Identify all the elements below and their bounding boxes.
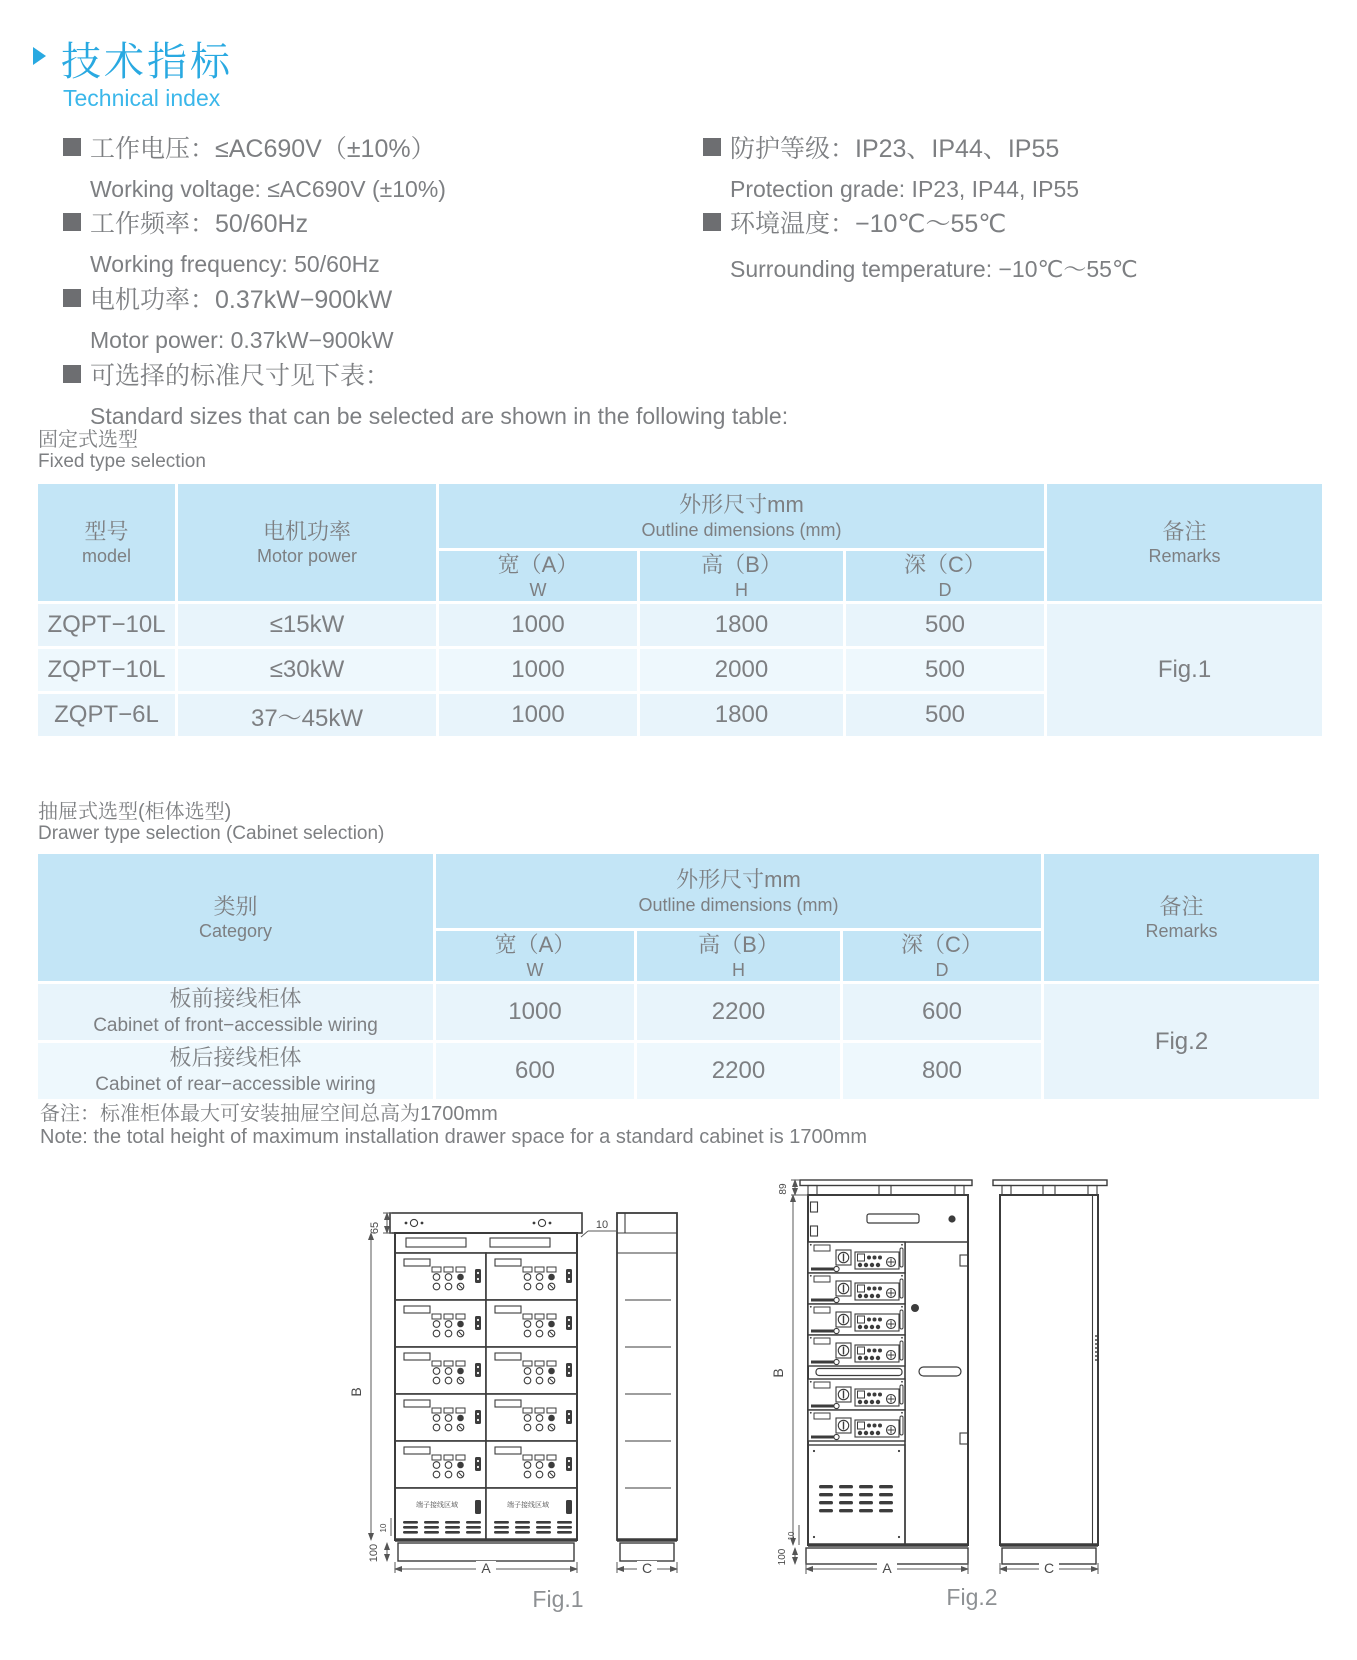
spec-working-voltage: [63, 129, 446, 203]
spec-zh: 工作频率：50/60Hz: [90, 210, 309, 238]
table-row: 板前接线柜体 Cabinet of front−accessible wiring 1000 2200 600 Fig.2: [38, 984, 1319, 1040]
fig1-top-cap: [390, 1213, 582, 1233]
col-header-outline-dimensions: 外形尺寸mm Outline dimensions (mm): [436, 854, 1041, 928]
table1-caption-zh: 固定式选型: [38, 429, 138, 451]
fixed-type-table: [35, 481, 1325, 739]
svg-text:10: 10: [595, 1219, 609, 1231]
col-header-depth: 深（C） D: [846, 551, 1044, 601]
bullet-square-icon: [63, 138, 81, 156]
svg-text:C: C: [1043, 1560, 1055, 1576]
note-zh: 备注：标准柜体最大可安装抽屉空间总高为1700mm: [40, 1103, 498, 1125]
spec-standard-sizes: [63, 356, 788, 430]
fig2-side-view: [993, 1180, 1107, 1564]
svg-text:65: 65: [369, 1221, 381, 1235]
fig2-canopy: [800, 1180, 972, 1195]
section-arrow-icon: [33, 47, 46, 65]
category-cell: 板后接线柜体 Cabinet of rear−accessible wiring: [38, 1043, 433, 1099]
spec-zh: 电机功率：0.37kW−900kW: [90, 286, 393, 314]
page-title: 技术指标: [61, 40, 233, 84]
table-row: ZQPT−6L 37～45kW 1000 1800 500: [38, 694, 1322, 736]
fig1-terminal-label: 端子接线区域: [507, 1502, 549, 1509]
table2-caption-en: Drawer type selection (Cabinet selection): [38, 823, 385, 844]
col-header-depth: 深（C） D: [843, 931, 1041, 981]
svg-text:10: 10: [787, 1531, 796, 1541]
bullet-square-icon: [63, 213, 81, 231]
spec-motor-power: [63, 280, 394, 354]
note-en: Note: the total height of maximum installation drawer space for a standard cabinet is 1700mm: [40, 1126, 868, 1148]
fig1-drawing: [340, 1140, 685, 1615]
fig1-caption: Fig.1: [532, 1586, 584, 1612]
svg-text:100: 100: [777, 1548, 788, 1566]
spec-en: Surrounding temperature: −10℃～55℃: [730, 256, 1138, 282]
drawer-type-table: [35, 851, 1322, 1102]
col-header-remarks: 备注 Remarks: [1044, 854, 1319, 981]
spec-zh: 防护等级：IP23、IP44、IP55: [730, 135, 1060, 163]
bullet-square-icon: [703, 138, 721, 156]
spec-en: Motor power: 0.37kW−900kW: [90, 327, 394, 353]
col-header-model: 型号 model: [38, 484, 175, 601]
bullet-square-icon: [63, 289, 81, 307]
table-row: ZQPT−10L ≤30kW 1000 2000 500: [38, 649, 1322, 691]
fig2-door: [911, 1255, 968, 1444]
spec-zh: 环境温度：−10℃～55℃: [730, 210, 1007, 238]
spec-working-frequency: [63, 204, 380, 278]
page-subtitle: Technical index: [63, 85, 221, 111]
category-cell: 板前接线柜体 Cabinet of front−accessible wiring: [38, 984, 433, 1040]
spec-zh: 可选择的标准尺寸见下表：: [90, 362, 391, 390]
spec-en: Standard sizes that can be selected are shown in the following table:: [90, 403, 789, 429]
col-header-width: 宽（A） W: [439, 551, 637, 601]
svg-text:B: B: [348, 1387, 364, 1397]
fig2-caption: Fig.2: [946, 1584, 998, 1610]
col-header-remarks: 备注 Remarks: [1047, 484, 1322, 601]
fig2-drawer-stack: [808, 1242, 905, 1441]
spec-en: Working frequency: 50/60Hz: [90, 251, 380, 277]
fig1-terminal-label: 端子接线区域: [416, 1502, 458, 1509]
fig2-vent-box: [808, 1445, 905, 1545]
svg-text:10: 10: [379, 1523, 388, 1533]
table2-caption-zh: 抽屉式选型(柜体选型): [38, 801, 232, 823]
col-header-height: 高（B） H: [640, 551, 843, 601]
spec-zh: 工作电压：≤AC690V（±10%）: [90, 135, 436, 163]
svg-text:B: B: [770, 1368, 786, 1378]
bullet-square-icon: [703, 213, 721, 231]
fig1-drawer-grid: [395, 1253, 577, 1488]
spec-surrounding-temperature: [703, 204, 1138, 284]
svg-text:89: 89: [778, 1183, 789, 1195]
spec-en: Protection grade: IP23, IP44, IP55: [730, 176, 1080, 202]
fig1-plinth: [398, 1543, 574, 1561]
col-header-height: 高（B） H: [637, 931, 840, 981]
svg-text:C: C: [641, 1560, 653, 1576]
spec-protection-grade: [703, 129, 1079, 203]
bullet-square-icon: [63, 365, 81, 383]
svg-text:A: A: [481, 1560, 491, 1576]
col-header-category: 类别 Category: [38, 854, 433, 981]
fig1-cap-indicators: [405, 1219, 552, 1226]
col-header-width: 宽（A） W: [436, 931, 634, 981]
remark-fig1: Fig.1: [1047, 604, 1322, 736]
table-row: 板后接线柜体 Cabinet of rear−accessible wiring 600 2200 800: [38, 1043, 1319, 1099]
svg-text:A: A: [882, 1560, 892, 1576]
svg-text:100: 100: [368, 1543, 380, 1563]
col-header-motor-power: 电机功率 Motor power: [178, 484, 436, 601]
col-header-outline-dimensions: 外形尺寸mm Outline dimensions (mm): [439, 484, 1044, 548]
spec-en: Working voltage: ≤AC690V (±10%): [90, 176, 446, 202]
fig1-side-view: [617, 1213, 677, 1561]
remark-fig2: Fig.2: [1044, 984, 1319, 1099]
fig2-drawing: [715, 1105, 1115, 1615]
fig2-dimensions: [770, 1180, 1098, 1576]
table-row: ZQPT−10L ≤15kW 1000 1800 500 Fig.1: [38, 604, 1322, 646]
table1-caption-en: Fixed type selection: [38, 451, 206, 472]
fig2-handle-slot: [867, 1214, 919, 1223]
